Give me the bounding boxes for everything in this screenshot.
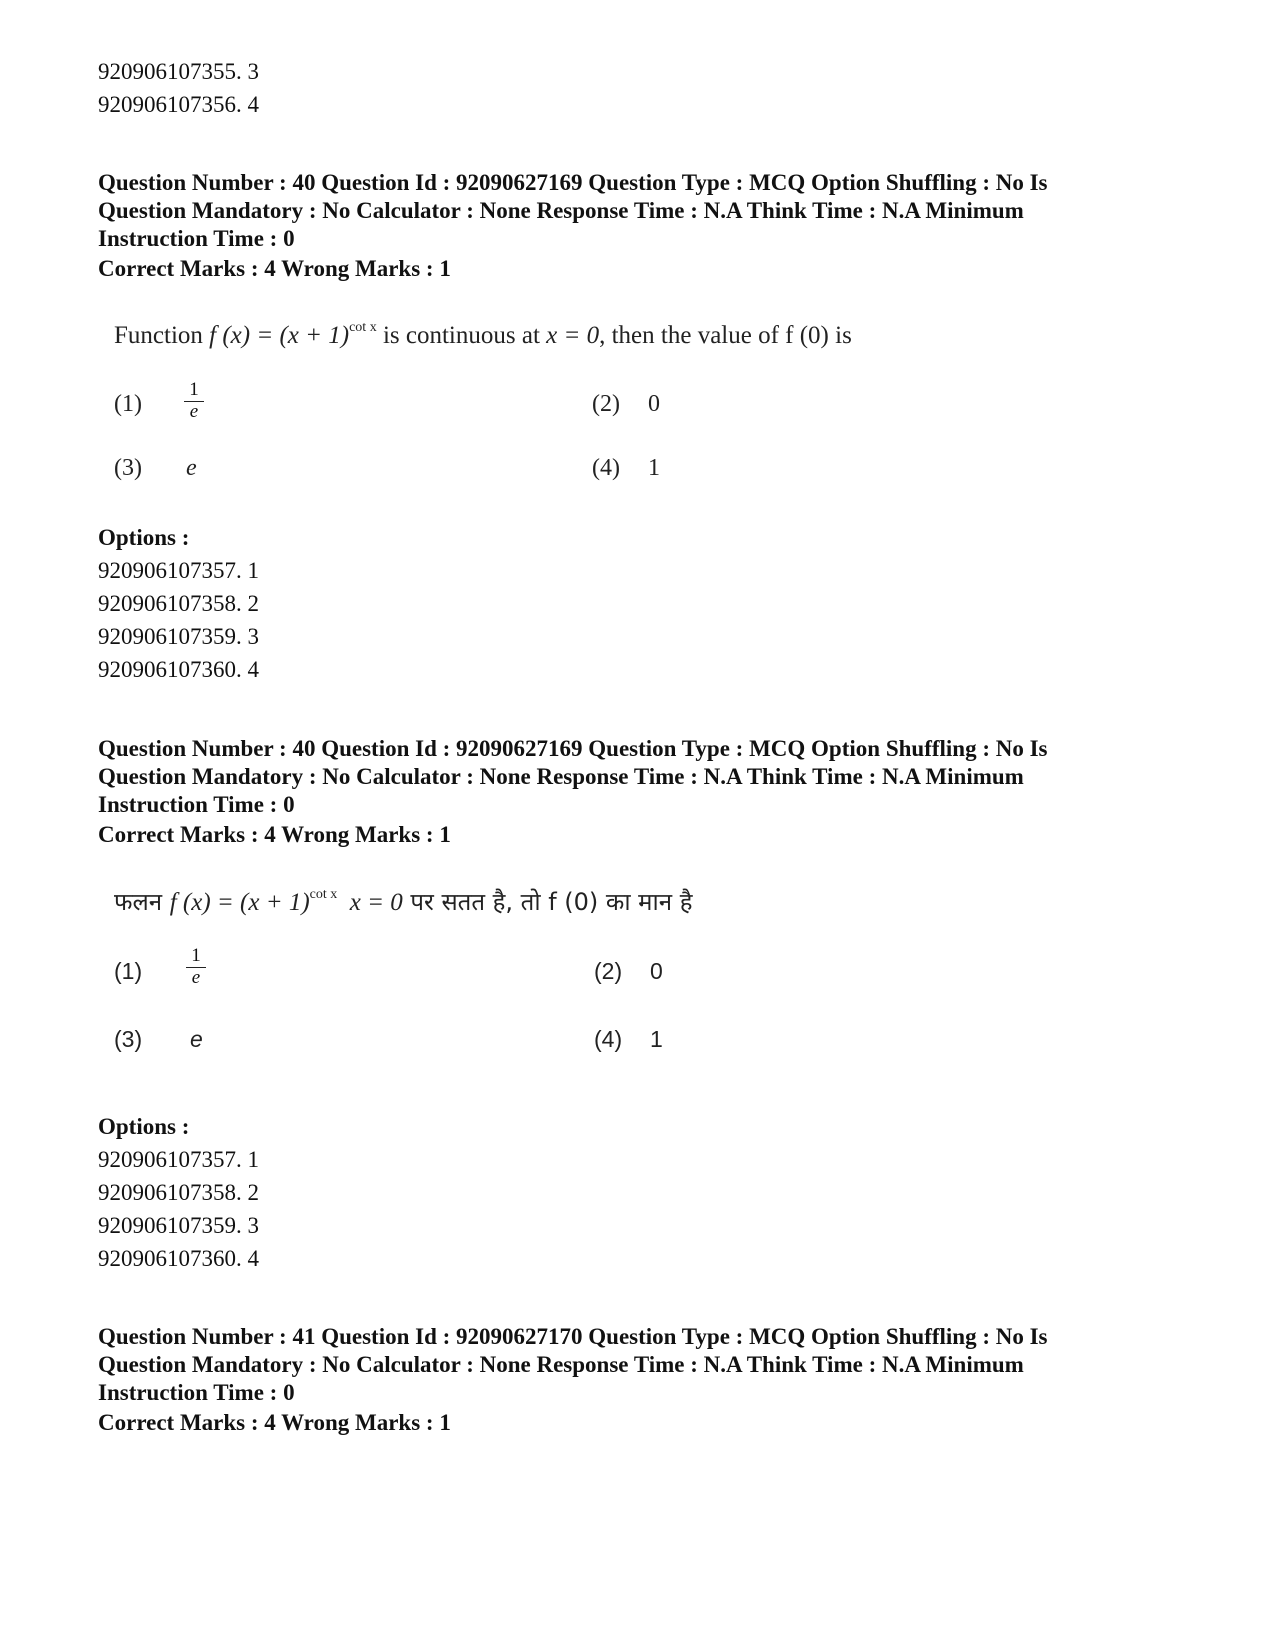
- choice-value: 1: [650, 1026, 663, 1052]
- choice-label: (1): [114, 958, 143, 984]
- marks-line: Correct Marks : 4 Wrong Marks : 1: [98, 256, 451, 281]
- option-line: 920906107359. 3: [98, 624, 259, 649]
- option-line: 920906107358. 2: [98, 1180, 259, 1205]
- option-line: 920906107357. 1: [98, 1147, 259, 1172]
- question-meta: Question Number : 41 Question Id : 92090627170 Question Type : MCQ Option Shuffling : No Is Question Mandatory : No Calculator : None Response Time : N.A Think Time : N.A Minimum Instruction Time : 0: [98, 1324, 1048, 1405]
- question-meta: Question Number : 40 Question Id : 92090627169 Question Type : MCQ Option Shuffling : No Is Question Mandatory : No Calculator : None Response Time : N.A Think Time : N.A Minimum Instruction Time : 0: [98, 736, 1048, 817]
- fraction-choice: $\frac{1}{e}$: [184, 380, 204, 422]
- options-title: Options :: [98, 525, 190, 550]
- choice-value: e: [190, 1026, 203, 1052]
- choice-value: e: [186, 455, 197, 481]
- choice-label: (4): [592, 455, 620, 481]
- marks-line: Correct Marks : 4 Wrong Marks : 1: [98, 822, 451, 847]
- question-meta: Question Number : 40 Question Id : 92090627169 Question Type : MCQ Option Shuffling : No Is Question Mandatory : No Calculator : None Response Time : N.A Think Time : N.A Minimum Instruction Time : 0: [98, 170, 1048, 251]
- option-line: 920906107358. 2: [98, 591, 259, 616]
- choice-value: 0: [648, 391, 660, 417]
- fraction-choice: $\frac{1}{e}$: [186, 946, 206, 988]
- option-line: 920906107356. 4: [98, 92, 259, 117]
- options-title: Options :: [98, 1114, 190, 1139]
- option-line: 920906107360. 4: [98, 1246, 259, 1271]
- choice-label: (2): [594, 958, 623, 984]
- choice-label: (2): [592, 391, 620, 417]
- option-line: 920906107357. 1: [98, 558, 259, 583]
- option-line: 920906107359. 3: [98, 1213, 259, 1238]
- option-line: 920906107360. 4: [98, 657, 259, 682]
- choice-label: (4): [594, 1026, 623, 1052]
- choice-value: 0: [650, 958, 663, 984]
- choice-label: (3): [114, 455, 142, 481]
- question-text: Function f $(x) = (x + 1)^{cot x}$ is continuous at x = 0, then the value of f (0) is: [114, 320, 852, 349]
- choice-label: (3): [114, 1026, 143, 1052]
- option-line: 920906107355. 3: [98, 59, 259, 84]
- choice-label: (1): [114, 391, 142, 417]
- choice-value: 1: [648, 455, 660, 481]
- marks-line: Correct Marks : 4 Wrong Marks : 1: [98, 1410, 451, 1435]
- question-text-hindi: फलन f $(x) = (x + 1)^{cot x}$ x = 0 पर सतत है, तो f (0) का मान है: [114, 887, 693, 916]
